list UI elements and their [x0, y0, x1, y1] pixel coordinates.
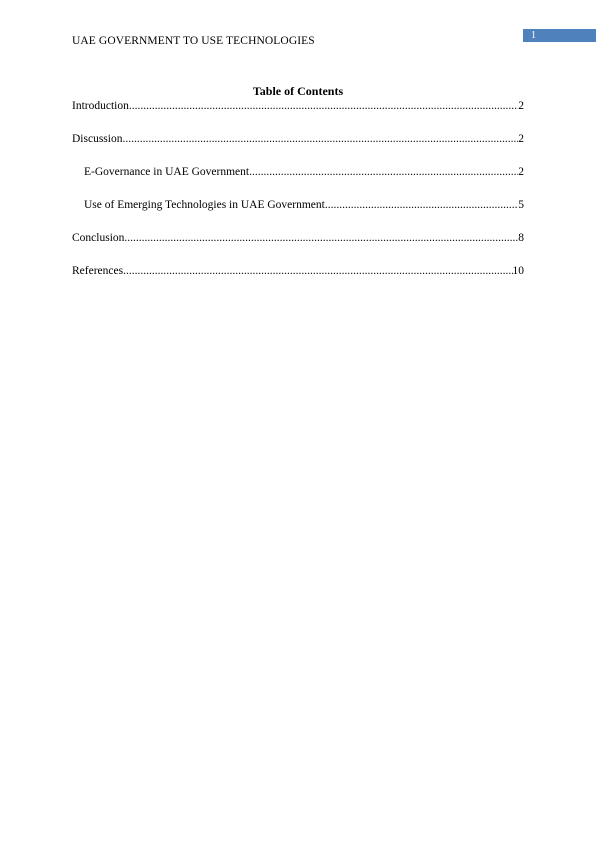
- toc-entry-label: E-Governance in UAE Government: [84, 166, 250, 178]
- toc-entry-conclusion[interactable]: [72, 230, 524, 263]
- toc-dot-leader: [124, 230, 518, 246]
- toc-entry-page: 8: [518, 232, 524, 244]
- toc-entry-page: 2: [518, 100, 524, 112]
- toc-entry-label: Conclusion: [72, 232, 125, 244]
- page-number-badge: [523, 29, 596, 42]
- page-number: 1: [531, 30, 536, 41]
- toc-entry-label: Discussion: [72, 133, 123, 145]
- toc-heading: Table of Contents: [252, 84, 344, 98]
- toc-entry-emerging-technologies[interactable]: [72, 197, 524, 230]
- toc-entry-introduction[interactable]: [72, 98, 524, 131]
- toc-entry-label: References: [72, 265, 124, 277]
- toc-entry-page: 2: [518, 133, 524, 145]
- toc-entry-page: 2: [518, 166, 524, 178]
- toc-entry-discussion[interactable]: [72, 131, 524, 164]
- running-header: UAE GOVERNMENT TO USE TECHNOLOGIES: [72, 35, 315, 47]
- toc-entry-page: 10: [512, 265, 524, 277]
- toc-entry-references[interactable]: [72, 263, 524, 296]
- toc-dot-leader: [249, 164, 518, 180]
- toc-dot-leader: [129, 98, 518, 114]
- toc-entry-e-governance[interactable]: [72, 164, 524, 197]
- table-of-contents: [72, 98, 524, 296]
- toc-entry-page: 5: [518, 199, 524, 211]
- toc-dot-leader: [325, 197, 518, 213]
- toc-dot-leader: [122, 131, 518, 147]
- toc-entry-label: Use of Emerging Technologies in UAE Government: [84, 199, 325, 211]
- toc-entry-label: Introduction: [72, 100, 129, 112]
- toc-dot-leader: [123, 263, 512, 279]
